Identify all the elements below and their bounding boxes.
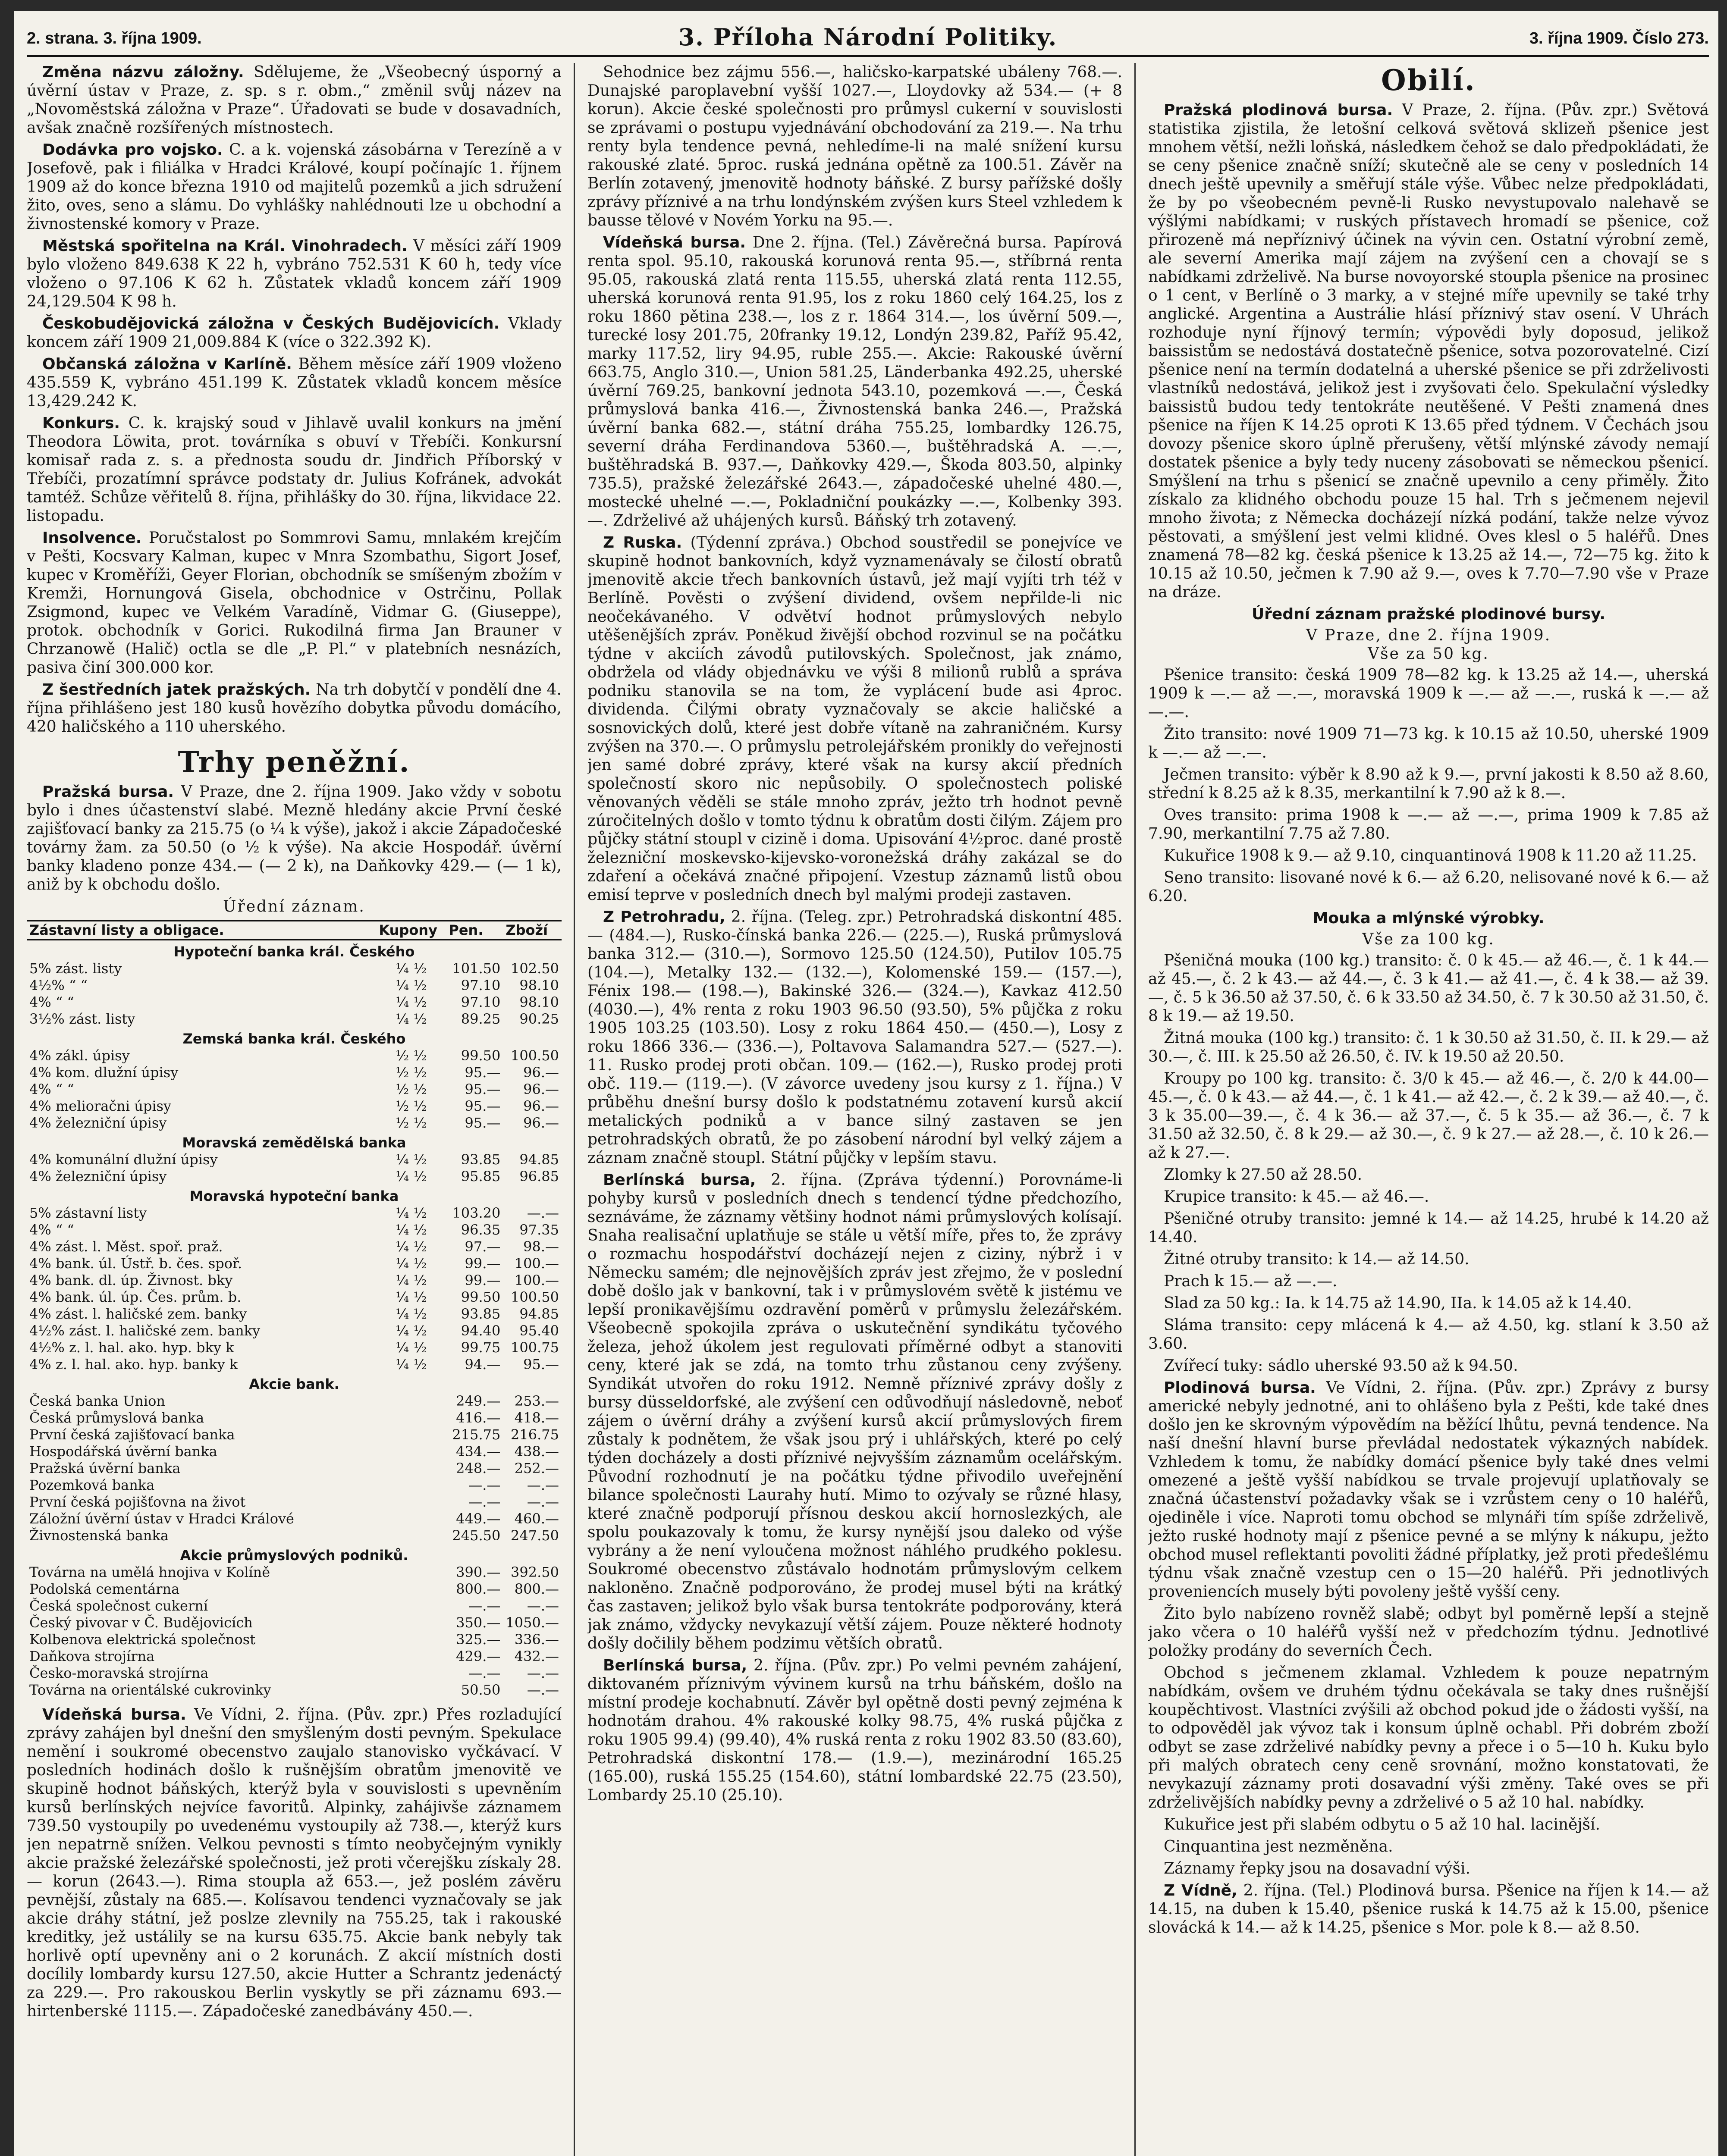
- table-row: [27, 1098, 562, 1115]
- table-group-label: Moravská hypoteční banka: [189, 1188, 399, 1204]
- table-cell-coupons: ¼ ½: [396, 977, 427, 993]
- table-cell-name: Kolbenova elektrická společnost: [29, 1631, 256, 1648]
- table-row: [27, 1393, 562, 1410]
- column-3: [1148, 63, 1709, 2156]
- column-1: [27, 63, 562, 2156]
- table-cell-money: 800.—: [456, 1581, 501, 1597]
- table-cell-coupons: [376, 1494, 446, 1510]
- quote-rye: Žito transito: nové 1909 71—73 kg. k 10.15 až 10.50, uherské 1909 k —.— až —.—.: [1148, 725, 1709, 761]
- table-cell-goods: —.—: [527, 1665, 559, 1681]
- table-cell-goods: 392.50: [511, 1564, 559, 1580]
- table-cell-coupons: [376, 1598, 446, 1614]
- article-cinquantine-note: Cinquantina jest nezměněna.: [1164, 1838, 1393, 1855]
- table-cell-goods: 98.—: [523, 1238, 559, 1255]
- section-title-money-markets: Trhy peněžní.: [178, 745, 411, 779]
- table-cell-goods: 418.—: [514, 1410, 559, 1426]
- table-cell-coupons: ¼ ½: [396, 1205, 427, 1221]
- table-cell-coupons: ¼ ½: [396, 1168, 427, 1185]
- article-maize-note: Kukuřice jest při slabém odbytu o 5 až 10 hal. lacinější.: [1164, 1816, 1600, 1833]
- quote-rye-bran: Žitné otruby transito: k 14.— až 14.50.: [1164, 1250, 1470, 1268]
- table-cell-name: 4½% z. l. hal. ako. hyp. bky k: [29, 1339, 234, 1356]
- table-row: [27, 994, 562, 1011]
- quote-straw: Sláma transito: cepy mlácená k 4.— až 4.50, kg. stlaní k 3.50 až 3.60.: [1148, 1316, 1709, 1353]
- article-vienna-telegram: Z Vídně, 2. října. (Tel.) Plodinová bursa. Pšenice na říjen k 14.— až 14.15, na duben k 15.40, pšenice ruská k 14.75 až k 15.00, pšenice slovácká k 14.— až k 14.25, pšenice s Mor. pole k 8.— až 8.50.: [1148, 1882, 1709, 1937]
- table-cell-money: 99.50: [461, 1047, 501, 1064]
- table-row: [27, 1205, 562, 1222]
- table-cell-goods: 800.—: [514, 1581, 559, 1597]
- article-army-supply: Dodávka pro vojsko. C. a k. vojenská zásobárna v Terezíně a v Josefově, pak i filiálka v Hradci Králové, koupí počínajíc 1. říjnem 1909 až do konce března 1910 od majitelů pozemků a jich sdružení žito, oves, seno a slámu. Do vyhlášky nahlédnouti lze u obchodní a živnostenské komory v Praze.: [27, 141, 562, 233]
- table-cell-coupons: [376, 1648, 446, 1665]
- article-berlin-daily: Berlínská bursa, 2. října. (Pův. zpr.) Po velmi pevném zahájení, diktovaném příznivým vývinem kursů na trhu báňském, došlo na místní prodeje kochabnutí. Závěr byl opětně dosti pevný zejména k hodnotám drahou. 4% rakouské kolky 98.75, 4% ruská půjčka z roku 1905 99.4) (99.40), 4% ruská renta z roku 1902 83.50 (83.60), Petrohradská diskontní 178.— (1.9.—), mezinárodní 165.25 (165.00), ruská 155.25 (154.60), státní lombardské 22.75 (23.50), Lombardy 25.10 (25.10).: [587, 1657, 1122, 1804]
- quote-wheat-bran: Pšeničné otruby transito: jemné k 14.— až 14.25, hrubé k 14.20 až 14.40.: [1148, 1210, 1709, 1246]
- table-cell-coupons: [376, 1443, 446, 1460]
- table-cell-name: 4% komunální dlužní úpisy: [29, 1151, 218, 1168]
- table-cell-money: 103.20: [452, 1205, 501, 1221]
- table-row: [27, 1510, 562, 1527]
- table-cell-coupons: [376, 1527, 446, 1544]
- table-group-label: Akcie průmyslových podniků.: [180, 1547, 408, 1564]
- table-cell-money: —.—: [468, 1494, 501, 1510]
- table-row: [27, 1682, 562, 1698]
- table-cell-name: První česká zajišťovací banka: [29, 1426, 235, 1443]
- official-record-heading: Úřední záznam.: [223, 898, 365, 915]
- table-cell-money: 101.50: [452, 960, 501, 977]
- quote-malt: Slad za 50 kg.: Ia. k 14.75 až 14.90, IIa. k 14.05 až k 14.40.: [1164, 1294, 1632, 1312]
- article-prague-commodity: Pražská plodinová bursa. V Praze, 2. října. (Pův. zpr.) Světová statistika zjistila, že letošní celková světová sklizeň pšenice jest mnohem větší, nežli loňská, následkem čehož se dalo předpokládati, že se ceny pšenice značně sníží; skutečně ale se ceny v posledních 14 dnech ještě upevnily a směřují stále výše. Vůbec nelze předpokládati, že by po všeobecném pevně-li Rusko nevystupovalo nalehavě se výšlými nabídkami; v ruských přístavech hromadí se pšenice, což přirozeně má nepříznivý účinek na vývin cen. Ostatní výrobní země, ale severní Amerika mají zájem na zvýšení cen a chovají se s nabídkami zdrželivě. Na burse novoyorské stoupla pšenice na prosinec o 1 cent, v Berlíně o 3 marky, a v stejné míře upevnily se také trhy anglické. Argentina a Austrálie hlásí příznivý stav osení. V Uhrách rozhoduje nyní říjnový termín; výpovědi byly doposud, jelikož baissistům se nedostává dostatečně pšenice, sotva pozorovatelné. Cizí pšenice není na termín dodatelná a uherské pšenice se při zdrželivosti vlastníků nedostává, jelikož jest i zvyšovati čelo. Spekulační výsledky baissistů budou tedy tentokráte neutěšené. V Pešti znamená dnes pšenice na říjen K 14.25 oproti K 13.65 před týdnem. V Čechách jsou dovozy pšenice skoro úplně přerušeny, větší mlýnské závody nemají dostatek pšenice a byly tedy nuceny zásobovati se německou pšenicí. Smýšlení na trhu s pšenicí se značně upevnilo a ceny přiměly. Žito získalo za klidného obchodu pouze 15 hal. Trh s ječmenem nejevil mnoho života; z Německa docházejí nízká podání, takže nelze vývoz pěstovati, a smýšlení jest velmi klidné. Oves klesl o 5 haléřů. Dnes znamená 78—82 kg. česká pšenice k 13.25 až 14.—, 72—75 kg. žito k 10.15 až 10.50, ječmen k 7.90 až 9.—, oves k 7.70—7.90 vše v Praze na dráze.: [1148, 101, 1709, 601]
- table-group-label: Zemská banka král. Českého: [182, 1031, 406, 1047]
- table-cell-coupons: [376, 1393, 446, 1410]
- article-vinohrady-savings: Městská spořitelna na Král. Vinohradech. V měsíci září 1909 bylo vloženo 849.638 K 22 h, vybráno 752.531 K 60 h, tedy více vloženo o 97.106 K 62 h. Zůstatek vkladů koncem září 1909 24,129.504 K 98 h.: [27, 237, 562, 310]
- table-cell-goods: —.—: [527, 1682, 559, 1698]
- table-row: [27, 1410, 562, 1426]
- table-row: [27, 1081, 562, 1098]
- table-cell-goods: 216.75: [511, 1426, 559, 1443]
- table-cell-money: —.—: [468, 1477, 501, 1493]
- table-cell-goods: 100.50: [511, 1047, 559, 1064]
- table-header-money: Pen.: [446, 921, 503, 940]
- table-row: [27, 1064, 562, 1081]
- table-row: [27, 1339, 562, 1356]
- table-cell-goods: 100.75: [511, 1339, 559, 1356]
- official-commodity-date: V Praze, dne 2. října 1909.: [1306, 627, 1551, 644]
- table-cell-name: Česká společnost cukerní: [29, 1598, 208, 1614]
- table-cell-goods: 100.—: [514, 1272, 559, 1288]
- table-cell-money: 416.—: [456, 1410, 501, 1426]
- table-cell-name: Továrna na umělá hnojiva v Kolíně: [29, 1564, 270, 1580]
- table-cell-goods: 96.—: [523, 1098, 559, 1114]
- table-cell-name: Podolská cementárna: [29, 1581, 180, 1597]
- table-cell-money: 95.—: [465, 1081, 501, 1097]
- table-row: [27, 1168, 562, 1185]
- table-cell-goods: 94.85: [519, 1306, 559, 1322]
- article-prague-exchange: Pražská bursa. V Praze, dne 2. října 1909. Jako vždy v sobotu bylo i dnes účastenství slabé. Mezně hledány akcie První české zajišťovací banky za 215.75 (o ¼ k výše), jakož i akcie Západočeské továrny žam. za 50.50 (o ½ k výše). Na akcie Hospodář. úvěrní banky kladeno ponze 434.— (— 2 k), na Daňkovky 429.— (— 1 k), aniž by k obchodu došlo.: [27, 783, 562, 893]
- column-divider: [574, 63, 575, 2156]
- table-row: [27, 1494, 562, 1510]
- table-row: [27, 1631, 562, 1648]
- table-cell-goods: 1050.—: [506, 1614, 559, 1631]
- table-cell-money: —.—: [468, 1598, 501, 1614]
- header-page-date: 2. strana. 3. října 1909.: [27, 29, 202, 47]
- table-cell-coupons: [376, 1631, 446, 1648]
- table-cell-goods: 100.—: [514, 1255, 559, 1272]
- table-row: [27, 1238, 562, 1255]
- table-group-row: [27, 1185, 562, 1205]
- table-cell-money: 89.25: [461, 1011, 501, 1027]
- table-cell-goods: —.—: [527, 1598, 559, 1614]
- table-row: [27, 1665, 562, 1682]
- table-cell-goods: 96.85: [519, 1168, 559, 1185]
- table-row: [27, 1322, 562, 1339]
- quotes-table: [27, 920, 562, 1698]
- table-cell-coupons: ¼ ½: [396, 1306, 427, 1322]
- table-row: [27, 1460, 562, 1477]
- quote-animal-fats: Zvířecí tuky: sádlo uherské 93.50 až k 94.50.: [1164, 1357, 1518, 1375]
- table-cell-name: Daňkova strojírna: [29, 1648, 155, 1664]
- table-cell-money: 97.10: [461, 994, 501, 1010]
- table-cell-name: 5% zást. listy: [29, 960, 122, 977]
- table-cell-money: 434.—: [456, 1443, 501, 1460]
- table-cell-name: 4½% “ “: [29, 977, 88, 993]
- table-cell-money: —.—: [468, 1665, 501, 1681]
- quote-wheat: Pšenice transito: česká 1909 78—82 kg. k 13.25 až 14.—, uherská 1909 k —.— až —.—, moravská 1909 k —.— až —.—, ruská k —.— až —.—.: [1148, 666, 1709, 721]
- table-cell-coupons: ¼ ½: [396, 1255, 427, 1272]
- table-cell-coupons: [376, 1510, 446, 1527]
- table-group-row: [27, 1544, 562, 1564]
- table-cell-money: 50.50: [461, 1682, 501, 1698]
- table-cell-name: 4% zást. l. haličské zem. banky: [29, 1306, 247, 1322]
- column-divider: [1134, 63, 1136, 2156]
- official-commodity-unit: Vše za 50 kg.: [1368, 645, 1489, 663]
- table-cell-goods: 94.85: [519, 1151, 559, 1168]
- table-cell-name: Český pivovar v Č. Budějovicích: [29, 1614, 253, 1631]
- table-cell-coupons: ¼ ½: [396, 1322, 427, 1339]
- table-cell-coupons: ½ ½: [396, 1115, 427, 1131]
- table-cell-money: 449.—: [456, 1510, 501, 1527]
- column-2: [587, 63, 1122, 2156]
- table-cell-coupons: ½ ½: [396, 1064, 427, 1081]
- article-russia-weekly: Z Ruska. (Týdenní zpráva.) Obchod soustředil se ponejvíce ve skupině hodnot bankovních, když vyznamenávaly se čilostí obratů jmenovitě akcie třech bankovních ústavů, jež mají vyjíti trh též v Berlíně. Pověsti o zvýšení dividend, ovšem nepřilde-li nic neočekávaného. V odvětví hodnot průmyslových nebylo utěšenějších zpráv. Poněkud živější obchod rozvinul se na počátku týdne v akciích závodů putilovských. Společnost, jak známo, obdržela od vlády objednávku ve výši 8 milionů rublů a správa podniku stanovila se na tom, že vyplácení bude asi 4proc. dividenda. Čilými obraty vyznačovaly se akcie haličské a sosnovických dolů, které jest dobře vítaně na zahraničném. Kursy zvýšen na 370.—. O průmyslu petrolejářském pronikly do veřejnosti jen samé dobré zprávy, které však na kursy akcií předních společností skoro nic nepůsobily. O společnostech poliské věnovaných věděli se stále mnoho zpráv, ježto trh hodnot pevně zúročitelných došlo v tomto týdnu k obratům dosti čilým. Zájem pro půjčky státní stoupl v cizině i doma. Upisování 4½proc. dané prostě železniční moskevsko-kijevsko-voronežská dráhy zakázal se do zdaření a očekává značné připojení. Vzestup záznamů listů obou emisí teprve v posledních dnech byl malými prodeji zastaven.: [587, 534, 1122, 904]
- table-cell-money: 94.—: [465, 1356, 501, 1373]
- table-cell-coupons: ¼ ½: [396, 1011, 427, 1027]
- table-cell-coupons: ½ ½: [396, 1098, 427, 1114]
- table-cell-goods: 460.—: [514, 1510, 559, 1527]
- table-cell-goods: —.—: [527, 1205, 559, 1221]
- table-group-label: Hypoteční banka král. Českého: [173, 943, 415, 960]
- table-group-label: Moravská zemědělská banka: [182, 1134, 406, 1151]
- article-vienna-continued: Sehodnice bez zájmu 556.—, haličsko-karpatské ubáleny 768.—. Dunajské paroplavební vyšší 1027.—, Lloydovky až 534.— (+ 8 korun). Akcie české společnosti pro průmysl cukerní v souvislosti se zprávami o postupu vyjednávání obchodování za 219.—. Na trhu renty byla tendence pevná, nehledíme-li na malé snížení kursu rakouské zlaté. 5proc. ruská jednána opětně za 100.51. Závěr na Berlín zotavený, jmenovitě hodnoty báňské. Z bursy pařížské došly zprávy příznivé a na trhu londýnském zvýšen kurs Steel vzhledem k bausse tělové v Novém Yorku na 95.—.: [587, 63, 1122, 229]
- table-cell-goods: 95.—: [523, 1356, 559, 1373]
- table-cell-name: Česká banka Union: [29, 1393, 165, 1409]
- article-vienna-commodity: Plodinová bursa. Ve Vídni, 2. října. (Pův. zpr.) Zprávy z bursy americké nebyly jednotné, ani to ohlášeno byla z Pešti, kde také dnes došlo jen ke skrovným výpovědím na běžící lhůtu, pevná tendence. Na naší dnešní hlavní burse převládal nedostatek výkazných nabídek. Vzhledem k tomu, že nabídky domácí pšenice byly také dnes velmi omezené a ještě vyšší nabídkou se trvale projevují uplatňovaly se značná účastenství požadavky však se i vzrůstem ceny o 10 haléřů, ojediněle i více. Naproti tomu obchod se mlynáři tím spíše zdrželivě, ježto ruské hodnoty mají z pšenice pevné a se mlýny k nákupu, ježto obchod musel reflektanti povoliti žádné příplatky, jež proti předešlému týdnu však značně vzestup cen o 15—20 haléřů. Při jednotlivých proveniencích musely býti povoleny ještě vyšší ceny.: [1148, 1379, 1709, 1601]
- table-cell-coupons: ¼ ½: [396, 1151, 427, 1168]
- quote-barley: Ječmen transito: výběr k 8.90 až k 9.—, první jakosti k 8.50 až 8.60, střední k 8.25 až k 8.35, merkantilní k 7.90 až k 8.—.: [1148, 766, 1709, 802]
- table-cell-money: 93.85: [461, 1306, 501, 1322]
- table-row: [27, 960, 562, 977]
- table-cell-name: Pozemková banka: [29, 1477, 155, 1493]
- table-cell-goods: 438.—: [514, 1443, 559, 1460]
- table-cell-goods: 336.—: [514, 1631, 559, 1648]
- table-cell-coupons: ¼ ½: [396, 1238, 427, 1255]
- table-cell-money: 96.35: [461, 1222, 501, 1238]
- table-cell-goods: 102.50: [511, 960, 559, 977]
- article-barley-note: Obchod s ječmenem zklamal. Vzhledem k pouze nepatrným nabídkám, ovšem ve druhém týdnu očekávala se taky dnes rušnější koupěchtivost. Vlastníci zvýšili až obchod pokud jde o žádosti vyšší, na to odpověděl jak vývoz tak i konsum úplně ochabl. Při dobrém zboží odbyt se zase zdrželivé nabídky pevny a přece i o 5—10 h. Kuku bylo při malých obratech ceny ceně srovnání, možno konstatovati, že nevykazují záznamy proti dosavadní výši změny. Také oves se při zdrželivějších nabídky pevny a zdrželivé o 5 až 10 hal. nabídky.: [1148, 1664, 1709, 1811]
- flour-unit: Vše za 100 kg.: [1362, 931, 1495, 948]
- table-cell-coupons: [376, 1564, 446, 1581]
- table-row: [27, 1222, 562, 1238]
- quote-fragments: Zlomky k 27.50 až 28.50.: [1164, 1166, 1363, 1184]
- table-cell-coupons: ¼ ½: [396, 994, 427, 1010]
- table-cell-name: 4% zákl. úpisy: [29, 1047, 130, 1064]
- table-cell-name: 4% bank. úl. Ústř. b. čes. spoř.: [29, 1255, 242, 1272]
- table-cell-name: 4% bank. úl. úp. Čes. prům. b.: [29, 1289, 242, 1305]
- table-cell-goods: 247.50: [511, 1527, 559, 1544]
- header-supplement-title: 3. Příloha Národní Politiky.: [678, 23, 1058, 51]
- table-cell-goods: 90.25: [519, 1011, 559, 1027]
- table-cell-money: 95.85: [461, 1168, 501, 1185]
- table-cell-coupons: [376, 1614, 446, 1631]
- official-commodity-heading: Úřední záznam pražské plodinové bursy.: [1251, 605, 1606, 623]
- table-cell-money: 95.—: [465, 1115, 501, 1131]
- table-group-row: [27, 940, 562, 961]
- article-rapeseed-note: Záznamy řepky jsou na dosavadní výši.: [1164, 1860, 1470, 1877]
- table-cell-money: 245.50: [452, 1527, 501, 1544]
- table-cell-goods: 253.—: [514, 1393, 559, 1409]
- table-cell-coupons: [376, 1682, 446, 1698]
- table-cell-money: 215.75: [452, 1426, 501, 1443]
- table-cell-goods: —.—: [527, 1494, 559, 1510]
- table-cell-money: 429.—: [456, 1648, 501, 1664]
- table-cell-goods: 96.—: [523, 1081, 559, 1097]
- table-cell-money: 97.—: [465, 1238, 501, 1255]
- article-berlin-weekly: Berlínská bursa, 2. října. (Zpráva týdenní.) Porovnáme-li pohyby kursů v posledních dnech s tendencí týdne předchozího, seznáváme, že záznamy většiny hodnot námi průmyslových kolísají. Snaha realisační uplatňuje se stále u větší míře, přes to, že zprávy o rozmachu hospodářství docházejí nejen z ciziny, nýbrž i v Německu samém; dle nejnovějších zpráv jest zřejmo, že v poslední době došlo jak v bankovní, tak i v průmyslovém světě k jistému ve lepší pronikavějšímu ozdravění poměrů v průmyslu železářském. Všeobecně spokojila zpráva o uskutečnění syndikátu tyčového železa, jehož úkolem jest regulovati příměrné odbyt a stanoviti ceny, které jak se zdá, na tomto trhu zůstanou ceny zvýšeny. Syndikát utvořen do roku 1912. Nemně příznivé zprávy došly z bursy düsseldorfské, ale zvýšení cen odůvodňují následovně, neboť zájem o úvěrní dráhy a zvýšení kursů akcií průmyslových firem zůstaly k podnětem, že však jsou prý i uhlářských, které po celý týden docházely a dosti příznivé nejvyšším záznamům ocelářským. Původní rozhodnutí je na počátku týdne přivodilo uveřejnění bilance společnosti Laurahy hutí. Mimo to ozývaly se různé hlasy, které značně podporují přísnou deskou akcií hornoslezkých, ale spolu poukazovaly k tomu, že kursy nynější jsou daleko od výše vybrány a že není vyloučena možnost náhlého prudkého poklesu. Soukromé obecenstvo zůstávalo hodnotám průmyslovým celkem nakloněno. Značně podporováno, že prodej musel býti na krátký čas zastaven; jelikož bylo však bursa tentokráte podporovány, která jak známo, vždycky nevykazují větší zájem. Pouze některé hodnoty došly dočilily během podzimu větších obratů.: [587, 1171, 1122, 1652]
- table-cell-coupons: ½ ½: [396, 1081, 427, 1097]
- article-insolvency: Insolvence. Poručstalost po Sommrovi Samu, mnlakém krejčím v Pešti, Kocsvary Kalman, kupec v Mnra Szombathu, Sigort Josef, kupec v Kroměříži, Geyer Florian, obchodník se smíšeným zbožím v Kremži, Hornungová Gisela, obchodnice v Ostrčinu, Pollak Zsigmond, kupec ve Velkém Varadíně, Vidmar G. (Giuseppe), protok. obchodník v Gorici. Rukodilná firma Jan Brauner v Chrzanowě (Halič) octla se dle „P. Pl.“ v platebních nesnázích, pasiva činí 300.000 kor.: [27, 529, 562, 677]
- table-header-name: Zástavní listy a obligace.: [27, 921, 376, 940]
- table-cell-name: 4% železniční úpisy: [29, 1115, 167, 1131]
- table-header-goods: Zboží: [503, 921, 562, 940]
- quote-maize: Kukuřice 1908 k 9.— až 9.10, cinquantinová 1908 k 11.20 až 11.25.: [1164, 847, 1697, 865]
- table-cell-name: 4% z. l. hal. ako. hyp. banky k: [29, 1356, 238, 1373]
- quote-dust: Prach k 15.— až —.—.: [1164, 1272, 1338, 1290]
- table-cell-coupons: [376, 1477, 446, 1494]
- table-row: [27, 1356, 562, 1373]
- table-cell-money: 94.40: [461, 1322, 501, 1339]
- table-cell-coupons: [376, 1581, 446, 1598]
- table-cell-name: 4% železniční úpisy: [29, 1168, 167, 1185]
- table-cell-name: Hospodářská úvěrní banka: [29, 1443, 217, 1460]
- table-cell-money: 99.75: [461, 1339, 501, 1356]
- table-row: [27, 1443, 562, 1460]
- article-petersburg: Z Petrohradu, 2. října. (Teleg. zpr.) Petrohradská diskontní 485.— (484.—), Rusko-čínská banka 226.— (225.—), Ruská průmyslová banka 312.— (310.—), Sormovo 125.50 (124.50), Putilov 105.75 (104.—), Metalky 132.— (132.—), Kolomenské 159.— (157.—), Fénix 198.— (198.—), Bakinské 326.— (324.—), Kavkaz 412.50 (4030.—), 4% renta z roku 1903 96.50 (93.50), 5% půjčka z roku 1905 103.25 (103.50). Losy z roku 1864 450.— (450.—), Losy z roku 1866 336.— (336.—), Poltavova Salamandra 527.— (527.—). 11. Rusko prodej proti občan. 109.— (162.—), Rusko prodej proti obč. 119.— (119.—). (V závorce uvedeny jsou kursy z 1. října.) V průběhu dnešní bursy došlo k podstatnému zotavení kursů akcií metalických podniků a v bance silný zastaven se jen petrohradských obratů, že po zásobení národní byl velký zájem a záznam značně stoupl. Státní půjčky v lepším stavu.: [587, 908, 1122, 1167]
- table-cell-goods: 97.35: [519, 1222, 559, 1238]
- table-cell-money: 99.50: [461, 1289, 501, 1305]
- table-cell-goods: 252.—: [514, 1460, 559, 1476]
- table-cell-goods: 96.—: [523, 1115, 559, 1131]
- table-cell-money: 93.85: [461, 1151, 501, 1168]
- table-row: [27, 1614, 562, 1631]
- table-cell-money: 248.—: [456, 1460, 501, 1476]
- table-group-row: [27, 1373, 562, 1393]
- quote-groats: Kroupy po 100 kg. transito: č. 3/0 k 45.— až 46.—, č. 2/0 k 44.00—45.—, č. 0 k 43.— až 44.—, č. 1 k 41.— až 42.—, č. 2 k 39.— až 40.—, č. 3 k 35.00—39.—, č. 4 k 36.— až 37.—, č. 5 k 35.— až 36.—, č. 7 k 31.50 až 32.50, č. 8 k 29.— až 30.—, č. 9 k 27.— až 28.—, č. 10 k 26.— až k 27.—.: [1148, 1070, 1709, 1162]
- table-cell-goods: 98.10: [519, 994, 559, 1010]
- table-cell-name: 4% “ “: [29, 994, 74, 1010]
- table-row: [27, 1272, 562, 1289]
- table-cell-name: 4% zást. l. Měst. spoř. praž.: [29, 1238, 223, 1255]
- table-row: [27, 1255, 562, 1272]
- table-cell-name: První česká pojišťovna na život: [29, 1494, 246, 1510]
- table-row: [27, 1115, 562, 1131]
- quote-hay: Seno transito: lisované nové k 6.— až 6.20, nelisované nové k 6.— až 6.20.: [1148, 869, 1709, 905]
- table-cell-name: 4½% zást. l. haličské zem. banky: [29, 1322, 261, 1339]
- table-cell-name: Česká průmyslová banka: [29, 1410, 204, 1426]
- table-cell-name: Záložní úvěrní ústav v Hradci Králové: [29, 1510, 294, 1527]
- article-bankruptcy: Konkurs. C. k. krajský soud v Jihlavě uvalil konkurs na jmění Theodora Löwita, prot. továrníka s obuví v Třebíči. Konkursní komisař rada z. s. a přednosta soudu dr. Jindřich Příborský v Třebíči, prozatímní správce podstaty dr. Julius Kofránek, advokát tamtéž. Schůze věřitelů 8. října, přihlášky do 30. října, likvidace 22. listopadu.: [27, 414, 562, 525]
- table-row: [27, 1151, 562, 1168]
- table-cell-money: 249.—: [456, 1393, 501, 1409]
- article-karlin-savings: Občanská záložna v Karlíně. Během měsíce září 1909 vloženo 435.559 K, vybráno 451.199 K. Zůstatek vkladů koncem měsíce 13,429.242 K.: [27, 355, 562, 410]
- article-name-change: Změna názvu záložny. Sdělujeme, že „Všeobecný úsporný a úvěrní ústav v Praze, z. sp. s r. obm.,“ změnil svůj název na „Novoměstská záložna v Praze“. Úřadovati se bude v dosavadních, avšak značně rozšířených místnostech.: [27, 63, 562, 137]
- header-issue-number: 3. října 1909. Číslo 273.: [1529, 29, 1709, 47]
- table-cell-goods: 96.—: [523, 1064, 559, 1081]
- table-cell-name: Pražská úvěrní banka: [29, 1460, 181, 1476]
- article-vienna-exchange: Vídeňská bursa. Ve Vídni, 2. října. (Pův. zpr.) Přes rozladující zprávy zahájen byl dnešní den smyšleným dosti pevným. Spekulace nemění i soukromé obecenstvo zaujalo stanovisko vyčkávací. V posledních hodinách došlo k rušnějším obratům jmenovitě ve skupině hodnot báňských, kterýž byla v souvislosti s upevněním kursů berlínských nejvíce favoritů. Alpinky, zahájivše záznamem 739.50 vystoupily po uvedenému vystoupily až 738.—, kterýž kurs jen nepatrně snížen. Velkou pevnosti s tímto neobyčejným vynikly akcie pražské železářské společnosti, jež proti včerejšku získaly 28.— korun (2643.—). Rima stoupla až 653.—, jež poslém závěru pevnější, zůstaly na 685.—. Kolísavou tendenci vyznačovaly se jak akcie dráhy státní, jež poslze zlevnily na 755.25, tak i rakouské kreditky, jež ustálily se na kursu 635.75. Akcie bank nebyly tak horlivě optí upevněny ani o 2 korunách. Z akcií místních dosti docílily lombardy kursu 127.50, akcie Hutter a Schrantz jedenáctý za 229.—. Pro rakouskou Berlin vyskytly se při záznamu 693.— hirtenberské 1115.—. Západočeské zanedbávány 450.—.: [27, 1706, 562, 2020]
- article-rye-note: Žito bylo nabízeno rovněž slabě; odbyt byl poměrně lepší a stejně jako včera o 10 haléřů vyšší než v předchozím týdnu. Jednotlivé položky prodány do severních Čech.: [1148, 1605, 1709, 1660]
- table-cell-coupons: ¼ ½: [396, 960, 427, 977]
- table-cell-name: 4% kom. dlužní úpisy: [29, 1064, 179, 1081]
- table-row: [27, 1306, 562, 1322]
- quote-rye-flour: Žitná mouka (100 kg.) transito: č. 1 k 30.50 až 31.50, č. II. k 29.— až 30.—, č. III. k 25.50 až 26.50, č. IV. k 19.50 až 20.50.: [1148, 1029, 1709, 1065]
- table-row: [27, 1564, 562, 1581]
- quote-oats: Oves transito: prima 1908 k —.— až —.—, prima 1909 k 7.85 až 7.90, merkantilní 7.75 až 7.80.: [1148, 806, 1709, 843]
- table-cell-name: 3½% zást. listy: [29, 1011, 135, 1027]
- flour-heading: Mouka a mlýnské výrobky.: [1313, 909, 1545, 927]
- table-cell-name: 5% zástavní listy: [29, 1205, 147, 1221]
- table-cell-coupons: ½ ½: [396, 1047, 427, 1064]
- table-cell-money: 325.—: [456, 1631, 501, 1648]
- table-cell-goods: —.—: [527, 1477, 559, 1493]
- table-row: [27, 1047, 562, 1064]
- table-cell-coupons: ¼ ½: [396, 1339, 427, 1356]
- header-rule: [27, 55, 1709, 57]
- table-cell-name: 4% “ “: [29, 1081, 74, 1097]
- table-cell-name: 4% bank. dl. úp. Živnost. bky: [29, 1272, 233, 1288]
- table-cell-coupons: ¼ ½: [396, 1289, 427, 1305]
- quote-wheat-flour: Pšeničná mouka (100 kg.) transito: č. 0 k 45.— až 46.—, č. 1 k 44.— až 45.—, č. 2 k 43.— až 44.—, č. 3 k 41.— až 41.—, č. 4 k 38.— až 39.—, č. 5 k 36.50 až 37.50, č. 6 k 33.50 až 34.50, č. 7 k 30.50 až 31.50, č. 8 k 19.— až 19.50.: [1148, 952, 1709, 1025]
- table-cell-name: Česko-moravská strojírna: [29, 1665, 209, 1681]
- table-cell-coupons: [376, 1410, 446, 1426]
- table-cell-name: 4% melioračni úpisy: [29, 1098, 172, 1114]
- table-group-row: [27, 1131, 562, 1151]
- table-row: [27, 1598, 562, 1614]
- quotes-table-body: [27, 940, 562, 1699]
- article-slaughterhouse: Z šestředních jatek pražských. Na trh dobytčí v pondělí dne 4. října přihlášeno jest 180 kusů hovězího dobytka původu domácího, 420 haličského a 110 uherského.: [27, 681, 562, 736]
- table-cell-money: 95.—: [465, 1064, 501, 1081]
- table-cell-money: 95.—: [465, 1098, 501, 1114]
- table-cell-money: 99.—: [465, 1272, 501, 1288]
- table-cell-goods: 98.10: [519, 977, 559, 993]
- table-row: [27, 1648, 562, 1665]
- table-cell-goods: 100.50: [511, 1289, 559, 1305]
- page-header: [27, 19, 1709, 53]
- table-cell-coupons: [376, 1665, 446, 1682]
- quote-semolina: Krupice transito: k 45.— až 46.—.: [1164, 1188, 1429, 1206]
- table-cell-money: 390.—: [456, 1564, 501, 1580]
- table-row: [27, 1581, 562, 1598]
- table-cell-goods: 95.40: [519, 1322, 559, 1339]
- table-row: [27, 1011, 562, 1028]
- table-cell-name: 4% “ “: [29, 1222, 74, 1238]
- table-header-coupons: Kupony: [376, 921, 446, 940]
- table-row: [27, 1426, 562, 1443]
- article-budejovice-savings: Českobudějovická záložna v Českých Budějovicích. Vklady koncem září 1909 21,009.884 K (více o 322.392 K).: [27, 315, 562, 351]
- table-cell-money: 99.—: [465, 1255, 501, 1272]
- table-cell-name: Živnostenská banka: [29, 1527, 169, 1544]
- table-cell-name: Továrna na orientálské cukrovinky: [29, 1682, 271, 1698]
- article-vienna-closing: Vídeňská bursa. Dne 2. října. (Tel.) Závěrečná bursa. Papírová renta spol. 95.10, rakouská korunová renta 95.—, stříbrná renta 95.05, rakouská zlatá renta 115.55, uherská zlatá renta 112.55, uherská korunová renta 91.95, los z roku 1860 celý 164.25, los z roku 1860 pětina 238.—, los z r. 1864 314.—, los úvěrní 509.—, turecké losy 201.75, 20franky 19.12, Londýn 239.82, Paříž 95.42, marky 117.52, liry 94.95, ruble 255.—. Akcie: Rakouské úvěrní 663.75, Anglo 310.—, Union 581.25, Länderbanka 492.25, uherské úvěrní 769.25, bankovní jednota 543.10, pozemková —.—, Česká průmyslová banka 416.—, Živnostenská banka 246.—, Pražská úvěrní banka 682.—, státní dráha 755.25, lombardky 126.75, severní dráha Ferdinandova 5360.—, buštěhradská A. —.—, buštěhradská B. 937.—, Daňkovky 429.—, Škoda 803.50, alpinky 735.5), pražské železářské 2643.—, západočeské uhelné 480.—, mostecké uhelné —.—, Pokladniční poukázky —.—, Kolbenky 393.—. Zdrželivé až uhájených kursů. Báňský trh zotavený.: [587, 234, 1122, 530]
- table-cell-money: 97.10: [461, 977, 501, 993]
- table-cell-goods: 432.—: [514, 1648, 559, 1664]
- table-cell-coupons: ¼ ½: [396, 1356, 427, 1373]
- newspaper-page: [14, 11, 1718, 2156]
- table-cell-coupons: ¼ ½: [396, 1272, 427, 1288]
- table-cell-coupons: ¼ ½: [396, 1222, 427, 1238]
- table-cell-coupons: [376, 1426, 446, 1443]
- table-cell-coupons: [376, 1460, 446, 1477]
- table-row: [27, 1477, 562, 1494]
- table-group-row: [27, 1028, 562, 1047]
- table-row: [27, 977, 562, 994]
- table-row: [27, 1527, 562, 1544]
- section-title-grain: Obilí.: [1381, 63, 1476, 97]
- table-group-label: Akcie bank.: [249, 1376, 339, 1392]
- table-cell-money: 350.—: [456, 1614, 501, 1631]
- table-row: [27, 1289, 562, 1306]
